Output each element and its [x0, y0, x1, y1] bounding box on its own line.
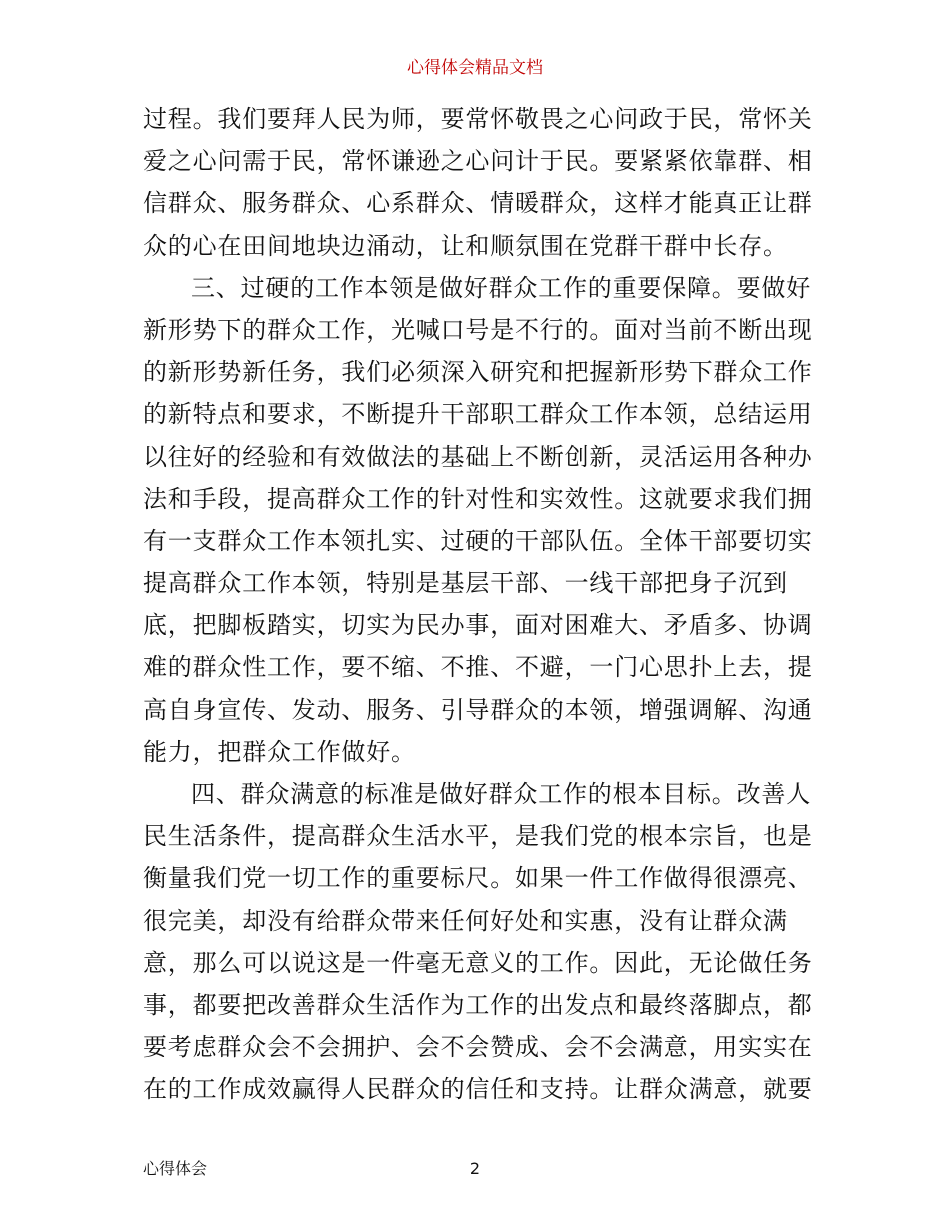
text-line: 要考虑群众会不会拥护、会不会赞成、会不会满意，用实实在: [143, 1033, 813, 1062]
text-line: 过程。我们要拜人民为师，要常怀敬畏之心问政于民，常怀关: [143, 105, 813, 133]
text-line: 衡量我们党一切工作的重要标尺。如果一件工作做得很漂亮、: [143, 864, 813, 893]
text-line: 能力，把群众工作做好。: [143, 737, 416, 766]
page-header-title: 心得体会精品文档: [407, 58, 543, 78]
text-line: 法和手段，提高群众工作的针对性和实效性。这就要求我们拥: [143, 484, 813, 513]
page-footer-label: 心得体会: [143, 1159, 208, 1178]
page-number: 2: [469, 1159, 481, 1178]
document-body: [143, 98, 811, 1111]
text-line: 在的工作成效赢得人民群众的信任和支持。让群众满意，就要: [143, 1075, 813, 1104]
text-line: 难的群众性工作，要不缩、不推、不避，一门心思扑上去，提: [143, 653, 813, 682]
text-line: 爱之心问需于民，常怀谦逊之心问计于民。要紧紧依靠群、相: [143, 147, 813, 176]
text-line: 有一支群众工作本领扎实、过硬的干部队伍。全体干部要切实: [143, 526, 813, 555]
text-line: 高自身宣传、发动、服务、引导群众的本领，增强调解、沟通: [143, 695, 813, 724]
text-line: 很完美，却没有给群众带来任何好处和实惠，没有让群众满: [143, 906, 788, 935]
paragraph-section-three: [143, 267, 811, 773]
text-line: 信群众、服务群众、心系群众、情暖群众，这样才能真正让群: [143, 189, 813, 218]
paragraph-section-four: [143, 773, 811, 1111]
text-line: 三、过硬的工作本领是做好群众工作的重要保障。要做好: [191, 273, 811, 302]
text-line: 众的心在田间地块边涌动，让和顺氛围在党群干群中长存。: [143, 231, 788, 260]
text-line: 四、群众满意的标准是做好群众工作的根本目标。改善人: [191, 780, 811, 808]
paragraph-continuation: [143, 98, 811, 267]
text-line: 底，把脚板踏实，切实为民办事，面对困难大、矛盾多、协调: [143, 611, 813, 640]
text-line: 民生活条件，提高群众生活水平，是我们党的根本宗旨，也是: [143, 822, 813, 851]
text-line: 的新形势新任务，我们必须深入研究和把握新形势下群众工作: [143, 358, 813, 387]
text-line: 事，都要把改善群众生活作为工作的出发点和最终落脚点，都: [143, 990, 813, 1019]
text-line: 提高群众工作本领，特别是基层干部、一线干部把身子沉到: [143, 569, 788, 598]
text-line: 新形势下的群众工作，光喊口号是不行的。面对当前不断出现: [143, 315, 813, 344]
text-line: 的新特点和要求，不断提升干部职工群众工作本领，总结运用: [143, 400, 813, 429]
text-line: 以往好的经验和有效做法的基础上不断创新，灵活运用各种办: [143, 442, 813, 471]
text-line: 意，那么可以说这是一件毫无意义的工作。因此，无论做任务: [143, 948, 813, 977]
